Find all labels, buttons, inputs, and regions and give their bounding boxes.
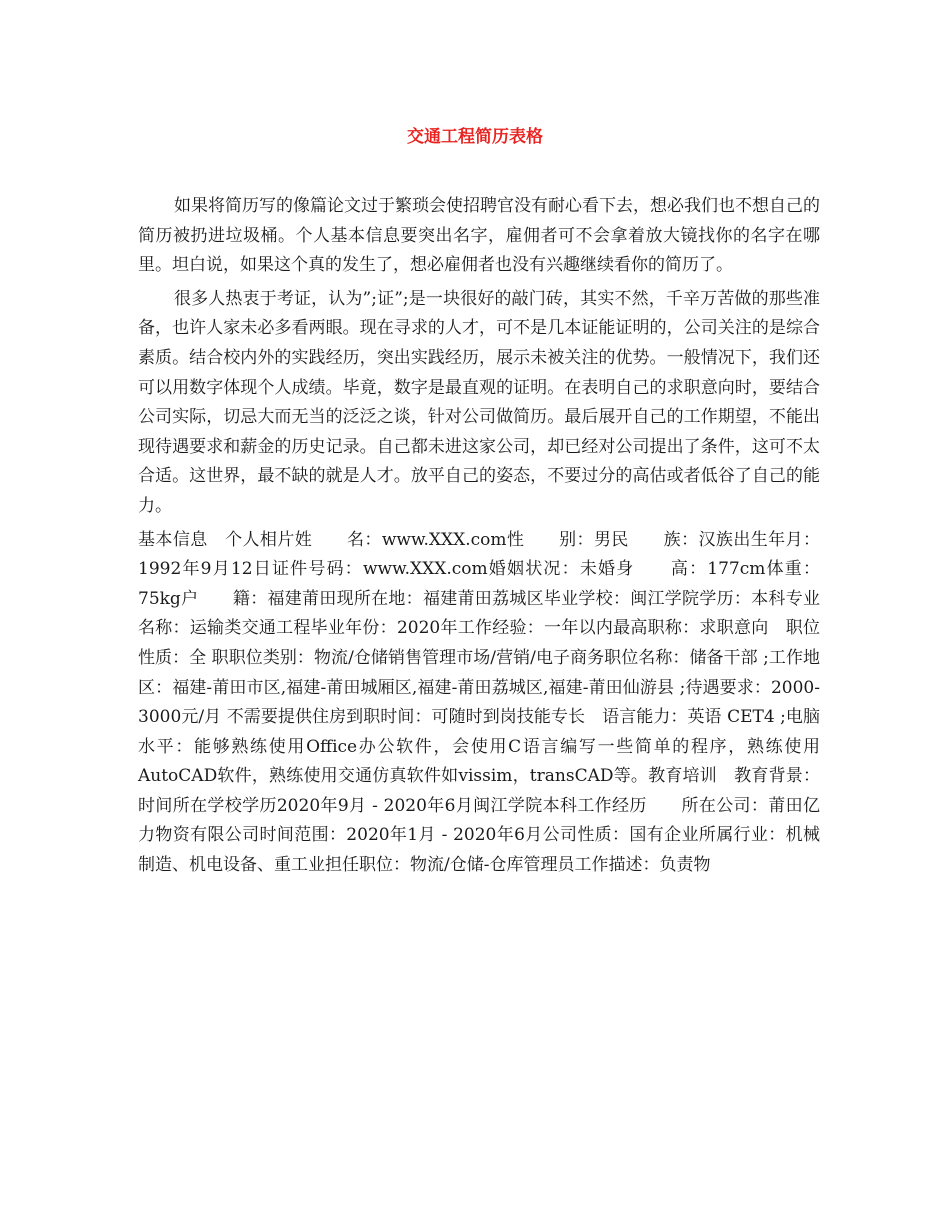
paragraph-resume-length: 如果将简历写的像篇论文过于繁琐会使招聘官没有耐心看下去，想必我们也不想自己的简历被扔进垃圾桶。个人基本信息要突出名字，雇佣者可不会拿着放大镜找你的名字在哪里。坦白说，如果这个真的发生了，想必雇佣者也没有兴趣继续看你的简历了。 [138,196,820,276]
paragraph-certificates: 很多人热衷于考证，认为”;证”;是一块很好的敲门砖，其实不然，千辛万苦做的那些准备，也许人家未必多看两眼。现在寻求的人才，可不是几本证能证明的，公司关注的是综合素质。结合校内外的实践经历，突出实践经历，展示未被关注的优势。一般情况下，我们还可以用数字体现个人成绩。毕竟，数字是最直观的证明。在表明自己的求职意向时，要结合公司实际，切忌大而无当的泛泛之谈，针对公司做简历。最后展开自己的工作期望，不能出现待遇要求和薪金的历史记录。自己都未进这家公司，却已经对公司提出了条件，这可不太合适。这世界，最不缺的就是人才。放平自己的姿态，不要过分的高估或者低谷了自己的能力。 [138,288,820,516]
document-title: 交通工程简历表格 [407,127,543,147]
document-body [138,192,820,881]
paragraph-resume-details: 基本信息 个人相片姓 名：www.XXX.com性 别：男民 族：汉族出生年月：1992年9月12日证件号码：www.XXX.com婚姻状况：未婚身 高：177cm体重：75kg户 籍：福建莆田现所在地：福建莆田荔城区毕业学校：闽江学院学历：本科专业名称：运输类交通工程毕业年份：2020年工作经验：一年以内最高职称：求职意向 职位性质：全 职职位类别：物流/仓储销售管理市场/营销/电子商务职位名称：储备干部 ;工作地区：福建-莆田市区,福建-莆田城厢区,福建-莆田荔城区,福建-莆田仙游县 ;待遇要求：2000-3000元/月 不需要提供住房到职时间：可随时到岗技能专长 语言能力：英语 CET4 ;电脑水平：能够熟练使用Office办公软件，会使用C语言编写一些简单的程序，熟练使用AutoCAD软件，熟练使用交通仿真软件如vissim，transCAD等。教育培训 教育背景：时间所在学校学历2020年9月 - 2020年6月闽江学院本科工作经历 所在公司：莆田亿力物资有限公司时间范围：2020年1月 - 2020年6月公司性质：国有企业所属行业：机械制造、机电设备、重工业担任职位：物流/仓储-仓库管理员工作描述：负责物 [138,529,820,876]
